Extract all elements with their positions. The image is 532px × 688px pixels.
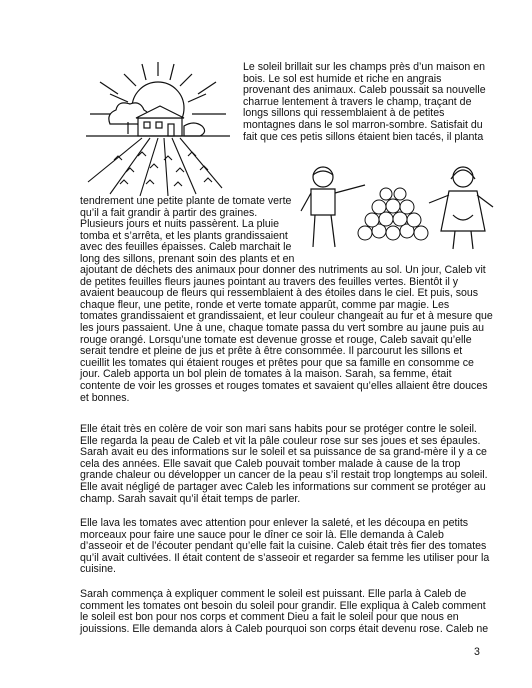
person-right [429,167,493,249]
text-line: et bonnes. [80,391,130,404]
text-line: avaient beaucoup de fleurs qui ressemblaient à des étoiles dans le ciel. Et puis, sous [80,287,479,300]
text-line: tomba et s’arrêta, et les plants grandissaient [80,229,288,242]
text-line: le soleil est bon pour nos corps et comment Dieu a fait le soleil pour que nous en [80,611,459,624]
page-number: 3 [474,646,480,658]
text-line: Elle lava les tomates avec attention pour enlever la saleté, et les découpa en petits [80,517,469,529]
text-line: charrue lentement à travers le champ, traçant de [243,95,472,108]
farm-sun-illustration [80,60,235,200]
text-line: Elle regarda la peau de Caleb et vit la pâle couleur rose sur ses joues et ses épaules. [80,434,481,447]
text-line: cuisine. [80,563,116,576]
text-line: bois. Le sol est humide et riche en angrais [243,72,442,85]
text-block-middle [80,196,294,266]
text-line: serait tendre et pleine de jus et prête à être consommée. Il parcourut les sillons et [80,345,463,358]
text-line: Le soleil brillait sur les champs près d’un maison en [243,61,486,73]
text-line: ajoutant de déchets des animaux pour donner des nutriments au sol. Un jour, Caleb vit [80,264,486,276]
text-line: avec des feuilles épaisses. Caleb marchait le [80,241,292,254]
text-line: long des sillons, prenant soin des plants et en [80,252,295,265]
text-line: longs sillons qui ressemblaient à de petites [243,107,445,120]
text-line: champ. Sarah savait qu’il était temps de parler. [80,492,301,505]
tomato-pile [358,188,428,240]
text-line: jouissions. Elle demanda alors à Caleb pourquoi son corps était devenu rose. Caleb ne [80,622,489,635]
text-line: Sarah avait eu des informations sur le soleil et sa puissance de sa grand-mère il y a ce [80,446,487,459]
text-line: d’asseoir et de l’écouter pendant qu’elle fait la cuisine. Caleb était très fier des tomates [80,540,487,553]
people-tomatoes-illustration [295,163,495,253]
text-line: grande chaleur ou développer un cancer de la peau s’il restait trop longtemps au soleil. [80,469,488,482]
paragraph-2 [80,424,486,505]
text-line: rouge orangé. Lorsqu’une tomate est devenue grosse et rouge, Caleb savait qu’elle [80,333,472,346]
text-line: qu’il avait cultivées. Il était content de s’asseoir et regarder sa femme les utiliser pour la [80,551,490,564]
text-line: les jours passaient. Une à une, chaque tomate passa du vert sombre au jaune puis au [80,321,484,334]
text-line: tendrement une petite plante de tomate verte [80,195,292,207]
text-line: provenant des animaux. Caleb poussait sa nouvelle [243,84,486,97]
text-line: fait que ces petis sillons étaient bien tacés, il planta [243,130,484,143]
paragraph-3 [80,517,490,576]
text-line: comment les tomates ont besoin du soleil pour grandir. Elle expliqua à Caleb comment [80,599,486,612]
text-line: Plusieurs jours et nuits passèrent. La pluie [80,218,280,231]
person-left [301,167,365,247]
text-line: Sarah commença à expliquer comment le soleil est puissant. Elle parla à Caleb de [80,588,467,600]
text-line: cela des années. Elle savait que Caleb pouvait tomber malade à cause de la trop [80,457,461,470]
text-line: contente de voir les grosses et rouges tomates et savaient qu’elles allaient être douces [80,379,488,392]
text-line: de petites feuilles fleurs jaunes pointant au travers des feuilles vertes. Bientôt il y [80,275,459,288]
text-line: Elle était très en colère de voir son mari sans habits pour se protéger contre le soleil. [80,423,477,435]
text-block-top [243,62,486,143]
text-line: Elle avait négligé de partager avec Caleb les informations sur comment se protéger au [80,480,486,493]
text-block-full-width [80,265,493,404]
text-line: qu’il a fait grandir à partir des graines. [80,206,258,219]
text-line: morceaux pour faire une sauce pour le dîner ce soir là. Elle demanda à Caleb [80,528,444,541]
paragraph-4 [80,588,489,635]
field-furrows [88,138,222,196]
text-line: jour. Caleb apporta un bol plein de tomates à la maison. Sarah, sa femme, était [80,368,452,381]
text-line: chaque fleur, une petite, ronde et verte tomate apparût, comme par magie. Les [80,298,450,311]
text-line: cueillit les tomates qui étaient rouges et prêtes pour que sa famille en consomme ce [80,356,474,369]
text-line: tomates grandissaient et grandissaient, et leur couleur changeait au fur et à mesure que [80,310,493,323]
tree-and-house [109,103,205,136]
text-line: montagnes dans le sol marron-sombre. Satisfait du [243,118,483,131]
